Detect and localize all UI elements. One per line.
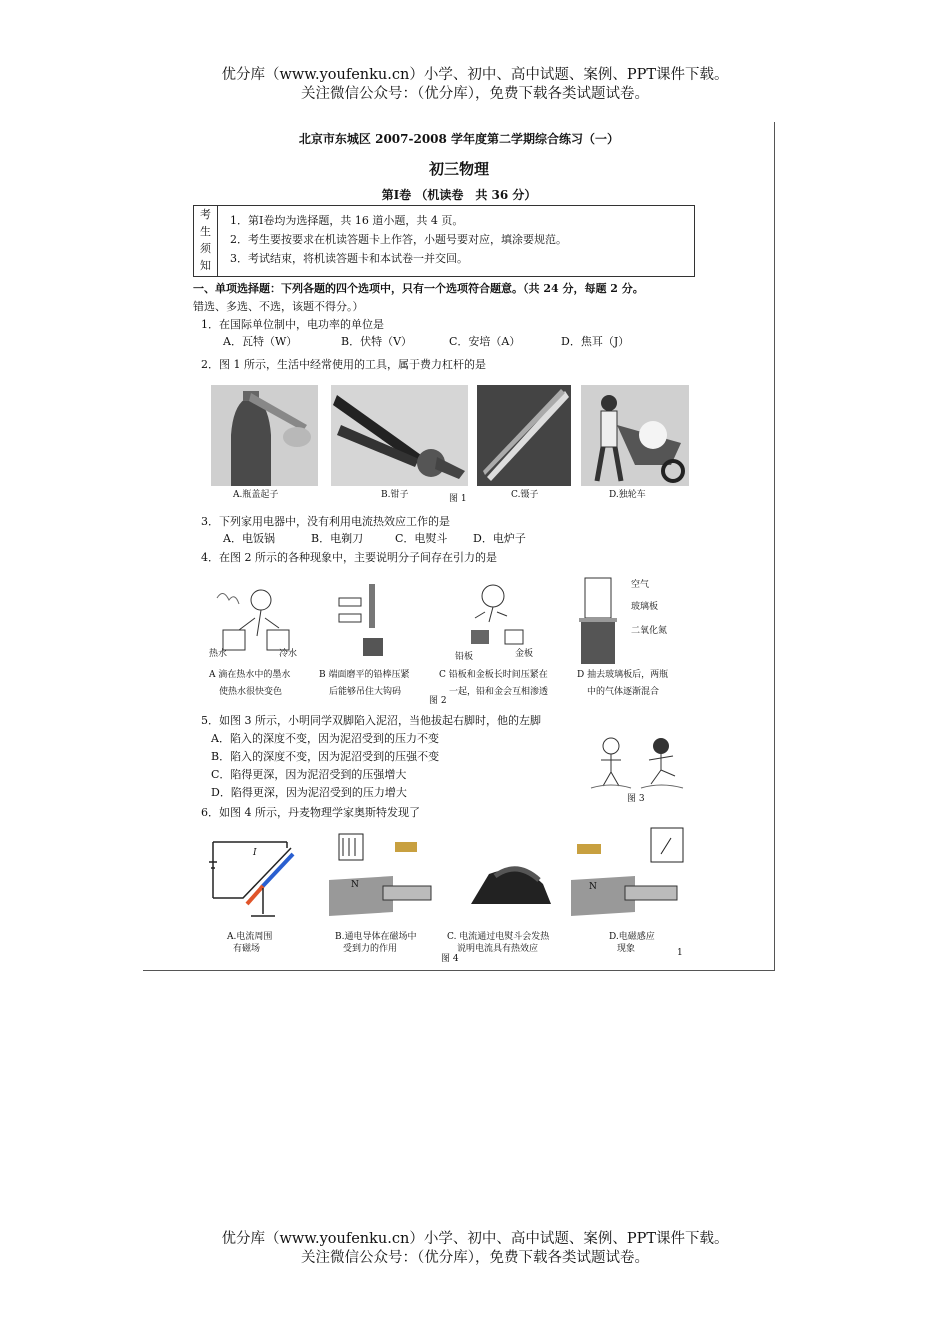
q3-stem: 3．下列家用电器中，没有利用电流热效应工作的是 [201, 515, 450, 528]
glass-plate-label: 玻璃板 [631, 602, 659, 612]
q1-option: D．焦耳（J） [561, 335, 630, 348]
pole-label: N [589, 882, 597, 892]
scan-edge-bottom [143, 970, 775, 971]
section-note: 错选、多选、不选，该题不得分。） [193, 300, 364, 313]
cold-water-label: 冷水 [279, 649, 298, 659]
banner-line-2: 关注微信公众号：（优分库），免费下载各类试题试卷。 [301, 1250, 649, 1266]
tweezers-photo [477, 385, 571, 486]
no2-label: 二氧化氮 [631, 626, 668, 636]
pole-label: N [351, 880, 359, 890]
gold-plate-label: 金板 [515, 649, 534, 659]
q4-caption-line: D 抽去玻璃板后，两瓶 [577, 670, 669, 680]
section-title: 一、单项选择题：下列各题的四个选项中，只有一个选项符合题意。（共 24 分，每题 2 分。 [193, 282, 644, 295]
q6-caption-line: B.通电导体在磁场中 [335, 932, 417, 942]
q4-caption-line: 使热水很快变色 [219, 687, 283, 697]
q5-option: B．陷入的深度不变，因为泥沼受到的压强不变 [211, 750, 440, 763]
lead-plate-label: 铅板 [455, 652, 474, 662]
notice-head-char: 考 [200, 208, 211, 221]
banner-line-2: 关注微信公众号：（优分库），免费下载各类试题试卷。 [301, 86, 649, 102]
q1-stem: 1．在国际单位制中，电功率的单位是 [201, 318, 384, 331]
q3-option: B．电剃刀 [311, 532, 364, 545]
q4-caption-line: 一起，铅和金会互相渗透 [449, 687, 549, 697]
q4-caption-line: A 滴在热水中的墨水 [209, 670, 291, 680]
q5-option: C．陷得更深，因为泥沼受到的压强增大 [211, 768, 407, 781]
q6-stem: 6．如图 4 所示，丹麦物理学家奥斯特发现了 [201, 806, 420, 819]
q5-figure-label: 图 3 [627, 794, 645, 804]
q2-caption: A.瓶盖起子 [233, 490, 279, 500]
q2-caption: B.钳子 [381, 490, 409, 500]
q4-figure-label: 图 2 [429, 696, 447, 706]
boy-in-mud-sketch [585, 736, 689, 792]
q6-caption-line: 说明电流具有热效应 [457, 944, 539, 954]
banner-line-1: 优分库（www.youfenku.cn）小学、初中、高中试题、案例、PPT课件下载。 [221, 1231, 729, 1247]
notice-box [193, 205, 695, 277]
q3-option: A．电饭锅 [223, 532, 275, 545]
notice-item: 3．考试结束，将机读答题卡和本试卷一并交回。 [230, 252, 468, 265]
air-label: 空气 [631, 580, 650, 590]
q4-caption-line: B 端面磨平的铅棒压紧 [319, 670, 410, 680]
hot-water-label: 热水 [209, 649, 228, 659]
bottom-banner [0, 1230, 950, 1268]
q6-figure-label: 图 4 [441, 954, 459, 964]
q3-option: D．电炉子 [473, 532, 526, 545]
page-number: 1 [677, 948, 683, 958]
q5-option: A．陷入的深度不变，因为泥沼受到的压力不变 [211, 732, 439, 745]
q1-option: B．伏特（V） [341, 335, 413, 348]
q6-caption-line: A.电流周围 [227, 932, 273, 942]
q5-option: D．陷得更深，因为泥沼受到的压力增大 [211, 786, 407, 799]
exam-part: 第Ⅰ卷 （机读卷 共 36 分） [381, 188, 537, 202]
q2-figure-label: 图 1 [449, 494, 467, 504]
needle-red-half [247, 886, 263, 904]
bottle-opener-photo [211, 385, 318, 486]
exam-subject: 初三物理 [428, 160, 489, 178]
gas-jars-sketch [575, 574, 635, 668]
top-banner [0, 66, 950, 104]
motor-effect-sketch [323, 830, 433, 926]
electromagnetic-induction-sketch [563, 826, 691, 926]
needle-blue-half [261, 854, 293, 888]
q5-stem: 5．如图 3 所示，小明同学双脚陷入泥沼，当他拔起右脚时，他的左脚 [201, 714, 541, 727]
current-label: I [253, 848, 257, 858]
banner-line-1: 优分库（www.youfenku.cn）小学、初中、高中试题、案例、PPT课件下载。 [221, 67, 729, 83]
electric-iron-sketch [465, 854, 557, 914]
notice-item: 2．考生要按要求在机读答题卡上作答，小题号要对应，填涂要规范。 [230, 233, 567, 246]
q4-caption-line: C 铅板和金板长时间压紧在 [439, 670, 548, 680]
notice-head-char: 生 [200, 225, 211, 238]
q6-caption-line: D.电磁感应 [609, 932, 655, 942]
lead-gold-plates-sketch [463, 578, 543, 652]
scanned-exam-page [143, 122, 775, 971]
q4-stem: 4．在图 2 所示的各种现象中，主要说明分子间存在引力的是 [201, 551, 497, 564]
notice-head-char: 知 [200, 259, 211, 272]
pliers-photo [331, 385, 468, 486]
oersted-experiment-sketch [203, 828, 299, 924]
q1-option: A．瓦特（W） [223, 335, 298, 348]
lead-rods-sketch [335, 578, 405, 662]
q6-caption-line: C. 电流通过电熨斗会发热 [447, 932, 550, 942]
q6-caption-line: 受到力的作用 [343, 944, 398, 954]
notice-head-char: 须 [200, 242, 211, 255]
q2-stem: 2．图 1 所示，生活中经常使用的工具，属于费力杠杆的是 [201, 358, 486, 371]
q2-caption: D.独轮车 [609, 490, 646, 500]
q4-caption-line: 中的气体逐渐混合 [587, 687, 660, 697]
scan-edge-right [774, 122, 775, 971]
q6-caption-line: 现象 [617, 944, 636, 954]
q3-option: C．电熨斗 [395, 532, 448, 545]
q1-option: C．安培（A） [449, 335, 521, 348]
q2-caption: C.镊子 [511, 490, 539, 500]
notice-item: 1．第Ⅰ卷均为选择题，共 16 道小题，共 4 页。 [230, 214, 464, 227]
q4-caption-line: 后能够吊住大钩码 [329, 687, 402, 697]
q6-caption-line: 有磁场 [233, 944, 261, 954]
exam-title: 北京市东城区 2007-2008 学年度第二学期综合练习（一） [298, 132, 620, 146]
wheelbarrow-photo [581, 385, 689, 486]
notice-head [194, 206, 218, 276]
